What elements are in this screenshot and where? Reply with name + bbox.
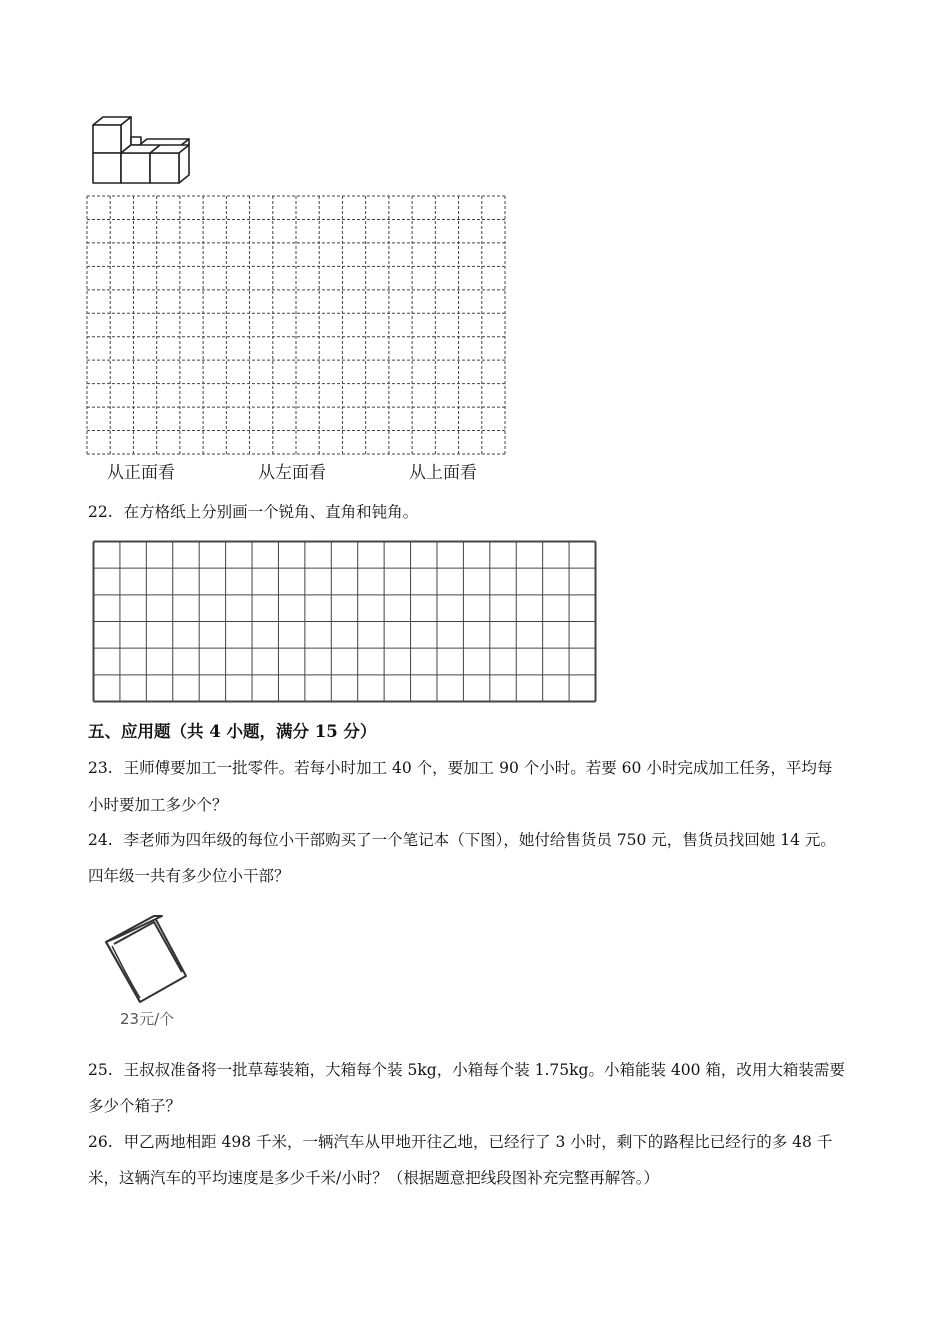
question-text-line1: 王叔叔准备将一批草莓装箱，大箱每个装 5kg，小箱每个装 1.75kg。小箱能装 400 箱，改用大箱装需要 [123,1061,845,1079]
question-24 [88,830,836,850]
question-number: 25. [88,1061,113,1079]
notebook-icon [102,912,192,1004]
question-number: 26. [88,1133,113,1151]
question-26 [88,1132,832,1152]
question-text-line1: 王师傅要加工一批零件。若每小时加工 40 个，要加工 90 个小时。若要 60 小时完成加工任务，平均每 [123,759,833,777]
label-front-view: 从正面看 [107,463,175,483]
question-text-line1: 李老师为四年级的每位小干部购买了一个笔记本（下图），她付给售货员 750 元，售货员找回她 14 元。 [123,831,836,849]
label-top-view: 从上面看 [409,463,477,483]
notebook-price: 23元/个 [120,1010,175,1028]
question-number: 22. [88,503,113,521]
question-23 [88,758,832,778]
dashed-grid [86,195,508,457]
label-left-view: 从左面看 [258,463,326,483]
question-text: 在方格纸上分别画一个锐角、直角和钝角。 [123,503,419,521]
question-25 [88,1060,845,1080]
question-number: 24. [88,831,113,849]
section-title: 五、应用题（共 4 小题，满分 15 分） [88,722,377,741]
question-22 [88,502,418,522]
question-number: 23. [88,759,113,777]
question-25-line2: 多少个箱子？ [88,1097,182,1115]
question-26-line2: 米，这辆汽车的平均速度是多少千米/小时？（根据题意把线段图补充完整再解答。） [88,1169,659,1187]
answer-grid [92,540,598,704]
cube-figure [88,113,194,189]
question-23-line2: 小时要加工多少个？ [88,796,228,814]
question-24-line2: 四年级一共有多少位小干部？ [88,867,290,885]
question-text-line1: 甲乙两地相距 498 千米，一辆汽车从甲地开往乙地，已经行了 3 小时，剩下的路程比已经行的多 48 千 [123,1133,833,1151]
